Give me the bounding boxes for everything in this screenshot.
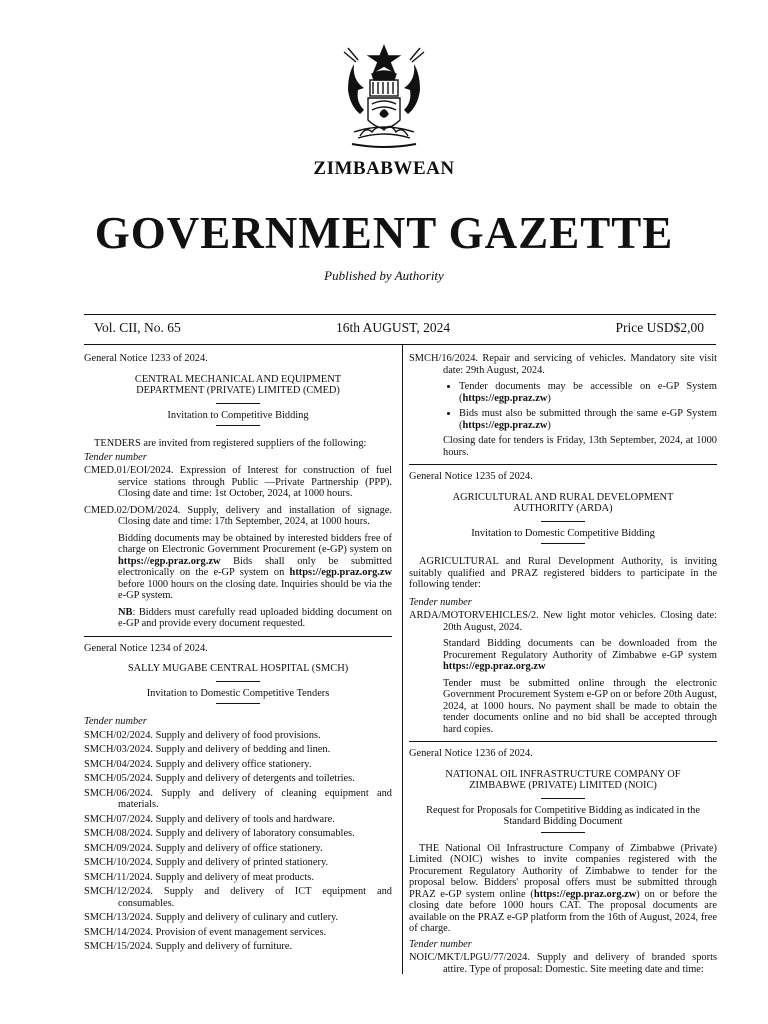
issue-date: 16th AUGUST, 2024	[336, 320, 451, 335]
bullet-item	[459, 381, 717, 404]
issue-bar	[84, 314, 716, 345]
text: Bids shall only be submitted electronically on the e-GP system on	[118, 555, 392, 578]
tender-entry: CMED.02/DOM/2024. Supply, delivery and installation of signage. Closing date and time: 17th September, 2024, at 1000 hours.	[84, 504, 392, 527]
section-divider	[84, 636, 392, 637]
org-line: NATIONAL OIL INFRASTRUCTURE COMPANY OF	[445, 768, 681, 780]
bullet-item	[459, 408, 717, 431]
short-divider	[216, 425, 260, 426]
notice-intro: TENDERS are invited from registered suppliers of the following:	[94, 438, 367, 449]
tender-entry: SMCH/12/2024. Supply and delivery of ICT equipment and consumables.	[84, 886, 392, 909]
tender-entry: SMCH/10/2024. Supply and delivery of printed stationery.	[84, 857, 329, 868]
notice-invitation: Invitation to Domestic Competitive Bidding	[471, 527, 655, 539]
egp-link[interactable]: https://egp.praz.org.zw	[443, 661, 546, 672]
coat-of-arms-icon	[334, 44, 434, 154]
issue-volume: Vol. CII, No. 65	[94, 320, 181, 335]
text: )	[547, 419, 551, 431]
section-divider	[409, 464, 717, 465]
notice-1234-continued	[409, 353, 717, 458]
masthead-country: ZIMBABWEAN	[313, 158, 455, 179]
egp-link[interactable]: https://egp.praz.zw	[462, 392, 548, 404]
nb-label: NB	[118, 606, 133, 618]
bullet-list	[409, 381, 717, 431]
org-line: AUTHORITY (ARDA)	[513, 503, 613, 514]
egp-link[interactable]: https://egp.praz.org.zw	[118, 555, 221, 567]
notice-1236	[409, 748, 717, 975]
text: )	[547, 392, 551, 404]
short-divider	[541, 798, 585, 799]
tender-number-label: Tender number	[409, 596, 472, 608]
short-divider	[216, 681, 260, 682]
bidding-documents-note	[84, 533, 392, 602]
tender-entry: SMCH/03/2024. Supply and delivery of bedding and linen.	[84, 744, 331, 755]
org-line: AGRICULTURAL AND RURAL DEVELOPMENT	[452, 491, 674, 503]
tender-entry: SMCH/09/2024. Supply and delivery of office stationery.	[84, 842, 323, 854]
egp-link[interactable]: https://egp.praz.org.zw	[533, 888, 637, 900]
notice-invitation: Invitation to Competitive Bidding	[167, 409, 309, 421]
column-divider	[402, 344, 403, 974]
notice-header: General Notice 1234 of 2024.	[84, 642, 208, 654]
tender-entry: SMCH/05/2024. Supply and delivery of detergents and toiletries.	[84, 773, 355, 784]
tender-entry: SMCH/11/2024. Supply and delivery of meat products.	[84, 871, 314, 883]
egp-link[interactable]: https://egp.praz.org.zw	[289, 567, 392, 578]
short-divider	[216, 703, 260, 704]
org-line: ZIMBABWE (PRIVATE) LIMITED (NOIC)	[469, 780, 657, 791]
bidding-documents-note	[409, 638, 717, 673]
tender-entry: SMCH/02/2024. Supply and delivery of food provisions.	[84, 729, 321, 741]
masthead-title: GOVERNMENT GAZETTE	[94, 208, 674, 258]
notice-intro	[409, 843, 717, 935]
notice-header: General Notice 1233 of 2024.	[84, 353, 208, 364]
tender-entry: ARDA/MOTORVEHICLES/2. New light motor vehicles. Closing date: 20th August, 2024.	[409, 610, 717, 633]
section-divider	[409, 741, 717, 742]
notice-intro: AGRICULTURAL and Rural Development Authority, is inviting suitably qualified and PRAZ registered bidders to participate in the following tender:	[409, 556, 717, 590]
submission-note: Tender must be submitted online through the electronic Government Procurement System e-GP on or before 20th August, 2024, at 1000 hours. No payment shall be made to obtain the tender documents online and no bid shall be accepted through hard copies.	[443, 677, 717, 735]
notice-organisation	[84, 374, 392, 397]
text: Standard Bidding documents can be downloaded from the Procurement Regulatory Authority of Zimbabwe e-GP system	[443, 638, 717, 661]
short-divider	[216, 403, 260, 404]
short-divider	[541, 832, 585, 833]
text: ) on or before the closing date before 1000 hours CAT. The proposal documents are available on the PRAZ e-GP platform from the 16th of August, 2024, free of charge.	[409, 888, 717, 934]
notice-organisation: SALLY MUGABE CENTRAL HOSPITAL (SMCH)	[127, 663, 349, 674]
egp-link[interactable]: https://egp.praz.zw	[462, 419, 548, 431]
tender-entry: SMCH/08/2024. Supply and delivery of laboratory consumables.	[84, 828, 355, 839]
org-line: CENTRAL MECHANICAL AND EQUIPMENT	[134, 373, 342, 385]
notice-request: Request for Proposals for Competitive Bidding as indicated in the Standard Bidding Document	[426, 804, 700, 827]
right-column	[409, 353, 717, 980]
tender-entry: SMCH/04/2024. Supply and delivery office stationery.	[84, 758, 312, 770]
notice-invitation: Invitation to Domestic Competitive Tenders	[146, 687, 330, 699]
text: Bids must also be submitted through the same e-GP System (	[459, 408, 717, 431]
notice-1233	[84, 353, 392, 630]
left-column	[84, 353, 392, 956]
notice-header: General Notice 1235 of 2024.	[409, 471, 533, 482]
notice-organisation	[409, 769, 717, 792]
nb-note	[84, 607, 392, 630]
text: Tender documents may be accessible on e-GP System (	[459, 381, 717, 404]
tender-number-label: Tender number	[409, 938, 472, 950]
notice-header: General Notice 1236 of 2024.	[409, 748, 533, 759]
tender-entry: SMCH/06/2024. Supply and delivery of cleaning equipment and materials.	[84, 787, 392, 810]
notice-1235	[409, 471, 717, 735]
notice-organisation	[409, 492, 717, 515]
tender-entry: NOIC/MKT/LPGU/77/2024. Supply and delivery of branded sports attire. Type of proposal: Domestic. Site meeting date and time:	[409, 952, 717, 975]
nb-text: : Bidders must carefully read uploaded bidding document on e-GP and provide every document requested.	[118, 606, 392, 629]
org-line: DEPARTMENT (PRIVATE) LIMITED (CMED)	[136, 385, 340, 396]
tender-entry: SMCH/13/2024. Supply and delivery of culinary and cutlery.	[84, 912, 339, 923]
short-divider	[541, 543, 585, 544]
tender-number-label: Tender number	[84, 451, 147, 463]
tender-entry: SMCH/14/2024. Provision of event management services.	[84, 926, 327, 938]
tender-entry: CMED.01/EOI/2024. Expression of Interest for construction of fuel service stations through Public —Private Partnership (PPP). Closing date and time: 1st October, 2024, at 1000 hours.	[84, 465, 392, 499]
issue-price: Price USD$2,00	[615, 320, 704, 335]
text: Bidding documents may be obtained by interested bidders free of charge on Electronic Government Procurement (e-GP) system on	[118, 532, 392, 555]
tender-entry: SMCH/07/2024. Supply and delivery of tools and hardware.	[84, 813, 335, 825]
text: THE National Oil Infrastructure Company of Zimbabwe (Private) Limited (NOIC) wishes to invite companies registered with the Procurement Regulatory Authority of Zimbabwe to tender for the proposal below. Bidders' proposal offers must be submitted through PRAZ e-GP system online (	[409, 842, 717, 900]
tender-entry: SMCH/16/2024. Repair and servicing of vehicles. Mandatory site visit date: 29th August, 2024.	[409, 353, 717, 376]
text: before 1000 hours on the closing date. Inquiries should be via the e-GP system.	[118, 578, 392, 601]
masthead-published: Published by Authority	[324, 268, 444, 283]
notice-1234	[84, 643, 392, 953]
tender-number-label: Tender number	[84, 716, 147, 727]
short-divider	[541, 521, 585, 522]
closing-date-note: Closing date for tenders is Friday, 13th September, 2024, at 1000 hours.	[443, 435, 717, 458]
tender-entry: SMCH/15/2024. Supply and delivery of furniture.	[84, 941, 293, 952]
